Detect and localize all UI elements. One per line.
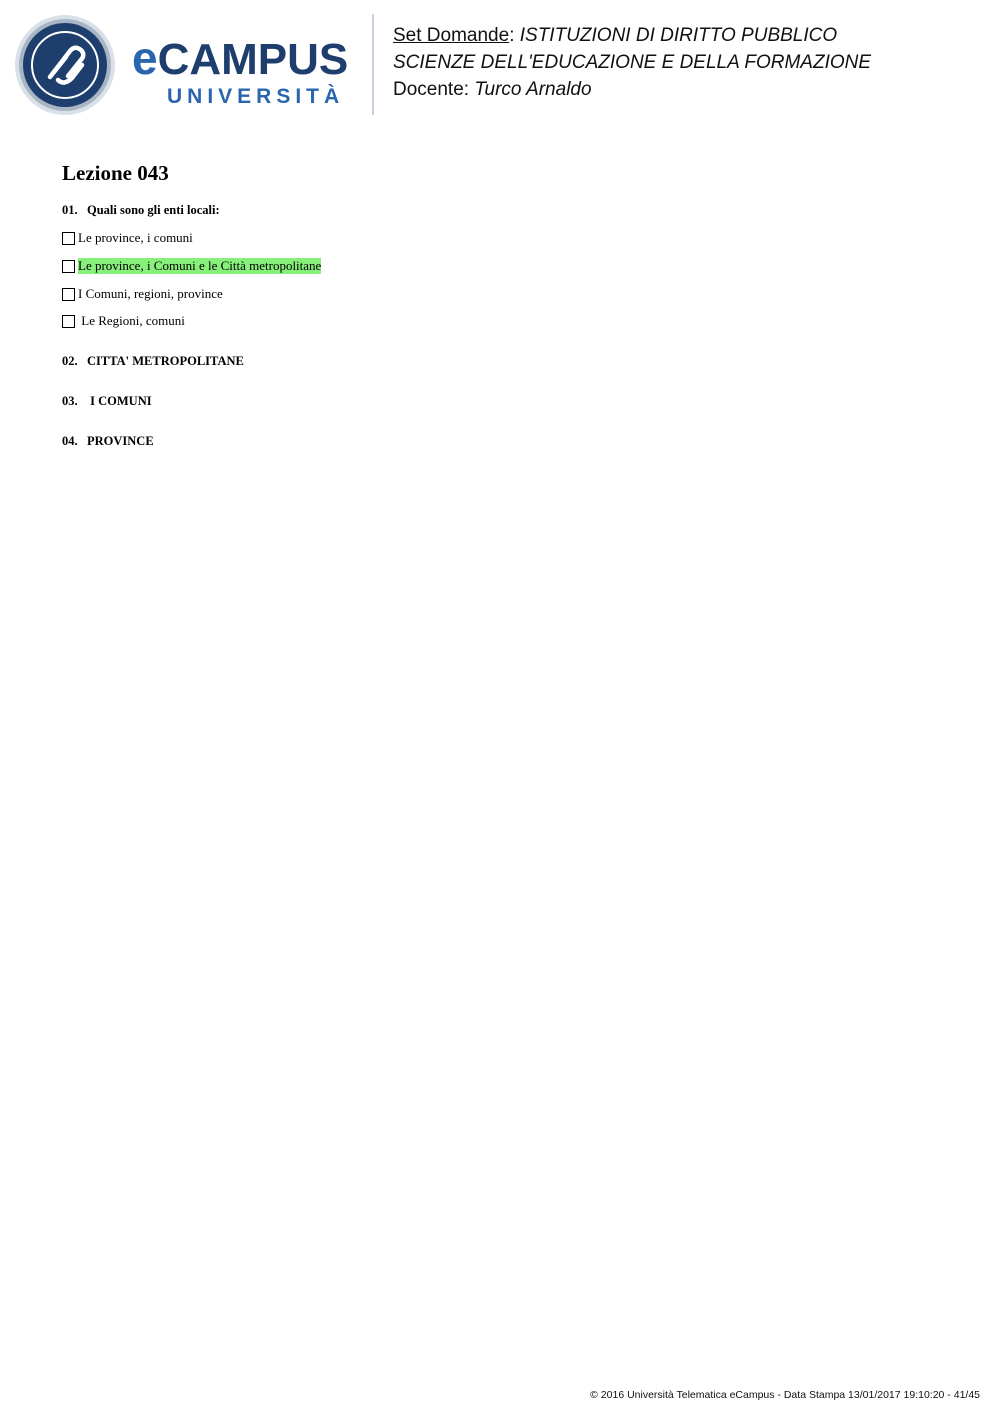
question-number: 04.: [62, 434, 78, 448]
header-line-1: [393, 22, 871, 49]
brand-name: [132, 32, 349, 84]
answer-checkbox[interactable]: [62, 260, 75, 273]
lesson-title: Lezione 043: [62, 161, 169, 185]
page-footer: © 2016 Università Telematica eCampus - Data Stampa 13/01/2017 19:10:20 - 41/45: [590, 1389, 980, 1401]
question-number: 01.: [62, 203, 78, 217]
question-text: Quali sono gli enti locali:: [87, 203, 220, 217]
header-line-3: [393, 76, 871, 103]
set-separator: :: [509, 25, 520, 46]
question-text: I COMUNI: [87, 394, 152, 408]
answer-text: Le Regioni, comuni: [78, 313, 185, 328]
answer-option-4[interactable]: [62, 313, 185, 329]
brand-wordmark: [132, 32, 349, 109]
brand-subtitle: UNIVERSITÀ: [167, 85, 345, 108]
question-04: [62, 434, 154, 449]
brand-name-e: e: [132, 32, 158, 84]
question-03: [62, 394, 152, 409]
header-divider: [372, 14, 374, 115]
question-text: PROVINCE: [87, 434, 154, 448]
answer-text: I Comuni, regioni, province: [78, 286, 223, 301]
teacher-label: Docente:: [393, 79, 475, 100]
answer-option-2[interactable]: [62, 258, 321, 274]
header-info: [393, 22, 871, 103]
question-01: [62, 203, 220, 218]
question-number: 02.: [62, 354, 78, 368]
course-title-line2: SCIENZE DELL'EDUCAZIONE E DELLA FORMAZIONE: [393, 52, 872, 73]
answer-checkbox[interactable]: [62, 288, 75, 301]
teacher-name: Turco Arnaldo: [474, 79, 592, 100]
answer-checkbox[interactable]: [62, 315, 75, 328]
question-number: 03.: [62, 394, 78, 408]
question-02: [62, 354, 244, 369]
answer-option-1[interactable]: [62, 230, 193, 246]
ecampus-logo: [14, 14, 359, 116]
answer-text: Le province, i comuni: [78, 230, 193, 245]
question-text: CITTA' METROPOLITANE: [87, 354, 244, 368]
set-label: Set Domande: [393, 25, 510, 46]
answer-checkbox[interactable]: [62, 232, 75, 245]
course-title-line1: ISTITUZIONI DI DIRITTO PUBBLICO: [519, 25, 838, 46]
answer-text-correct: Le province, i Comuni e le Città metropolitane: [78, 258, 322, 273]
answer-option-3[interactable]: [62, 286, 223, 302]
ecampus-seal-icon: [14, 14, 116, 116]
brand-name-rest: CAMPUS: [157, 35, 349, 84]
